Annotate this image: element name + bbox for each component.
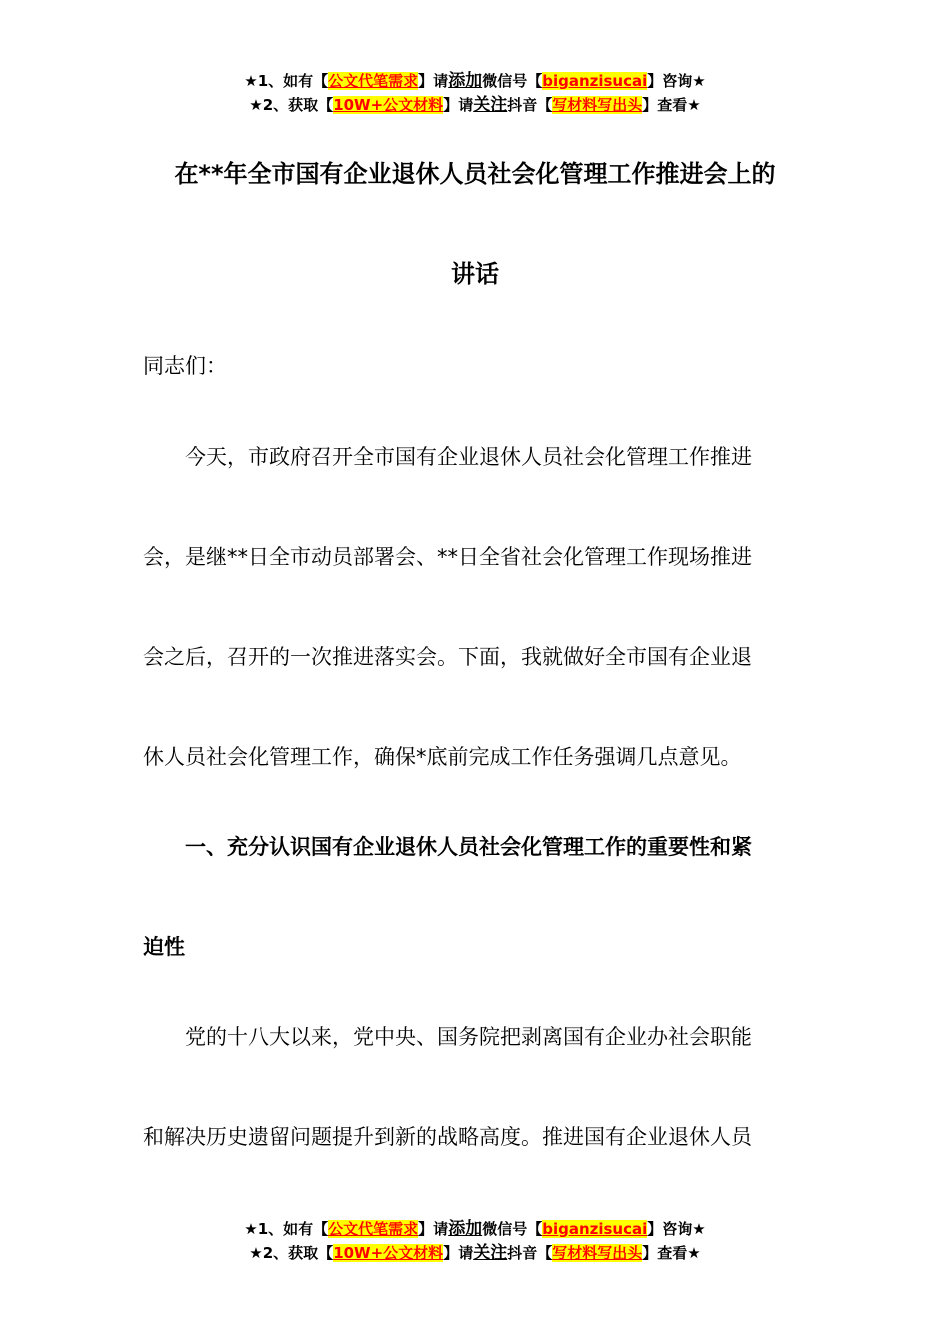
highlight-service: 公文代笔需求 — [328, 1220, 419, 1238]
highlight-wechat-id: biganzisucai — [542, 1220, 648, 1238]
footer-banner — [0, 1217, 950, 1265]
highlight-wechat-id: biganzisucai — [542, 72, 648, 90]
emphasis-follow: 关注 — [473, 95, 508, 115]
section-heading-1-line-2: 迫性 — [143, 935, 185, 959]
highlight-douyin-account: 写材料写出头 — [552, 96, 643, 114]
emphasis-follow: 关注 — [473, 1243, 508, 1263]
banner-line-2: ★2、获取【10W+公文材料】请关注抖音【写材料写出头】查看★ — [249, 1243, 701, 1263]
paragraph-1-line-2: 会，是继**日全市动员部署会、**日全省社会化管理工作现场推进 — [143, 545, 752, 569]
highlight-douyin-account: 写材料写出头 — [552, 1244, 643, 1262]
salutation: 同志们： — [143, 354, 227, 378]
paragraph-2-line-2: 和解决历史遗留问题提升到新的战略高度。推进国有企业退休人员 — [143, 1125, 752, 1149]
document-title-line-1: 在**年全市国有企业退休人员社会化管理工作推进会上的 — [174, 160, 776, 188]
document-title-line-2: 讲话 — [451, 260, 499, 288]
highlight-service: 公文代笔需求 — [328, 72, 419, 90]
banner-line-1: ★1、如有【公文代笔需求】请添加微信号【biganzisucai】咨询★ — [244, 71, 706, 91]
paragraph-2-line-1: 党的十八大以来，党中央、国务院把剥离国有企业办社会职能 — [143, 1025, 752, 1049]
highlight-materials: 10W+公文材料 — [333, 96, 444, 114]
paragraph-1-line-1: 今天，市政府召开全市国有企业退休人员社会化管理工作推进 — [143, 445, 752, 469]
emphasis-add: 添加 — [448, 1219, 483, 1239]
emphasis-add: 添加 — [448, 71, 483, 91]
banner-line-2: ★2、获取【10W+公文材料】请关注抖音【写材料写出头】查看★ — [249, 95, 701, 115]
banner-line-1: ★1、如有【公文代笔需求】请添加微信号【biganzisucai】咨询★ — [244, 1219, 706, 1239]
header-banner — [0, 69, 950, 117]
highlight-materials: 10W+公文材料 — [333, 1244, 444, 1262]
section-heading-1-line-1: 一、充分认识国有企业退休人员社会化管理工作的重要性和紧 — [143, 835, 752, 859]
paragraph-1-line-3: 会之后，召开的一次推进落实会。下面，我就做好全市国有企业退 — [143, 645, 752, 669]
paragraph-1-line-4: 休人员社会化管理工作，确保*底前完成工作任务强调几点意见。 — [143, 745, 742, 769]
